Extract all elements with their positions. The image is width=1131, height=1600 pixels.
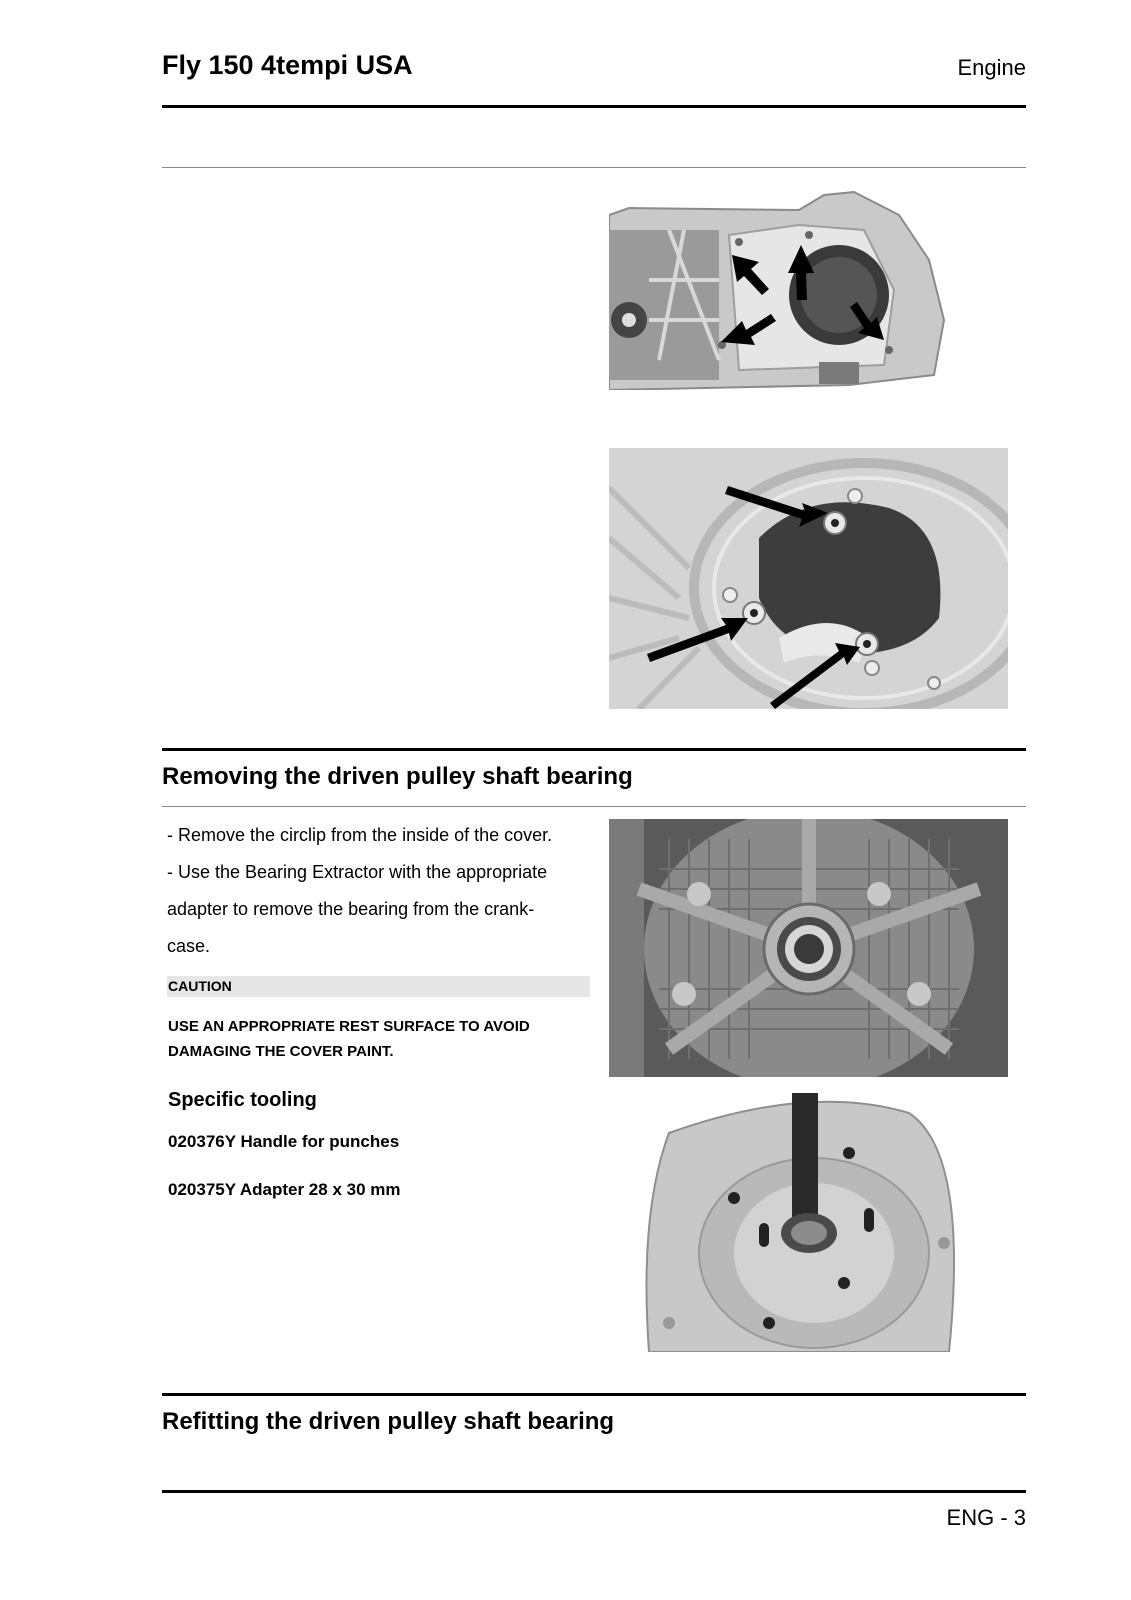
divider [162, 167, 1026, 168]
caution-text [168, 1014, 598, 1064]
photo-cover-interior [609, 448, 1008, 709]
instruction-step: - Remove the circlip from the inside of the cover. [167, 825, 553, 845]
caution-line: USE AN APPROPRIATE REST SURFACE TO AVOID [168, 1018, 530, 1035]
header-rule [162, 105, 1026, 108]
instruction-step: adapter to remove the bearing from the crank- [167, 899, 535, 919]
section-name: Engine [957, 55, 1026, 80]
photo-cover-screws [609, 190, 949, 390]
section-heading-removing: Removing the driven pulley shaft bearing [162, 763, 633, 790]
section-rule-top [162, 1393, 1026, 1396]
section-heading-refitting: Refitting the driven pulley shaft bearing [162, 1408, 615, 1435]
photo-bearing-inside [609, 819, 1008, 1077]
instruction-step: - Use the Bearing Extractor with the appropriate [167, 862, 548, 882]
document-title: Fly 150 4tempi USA [162, 50, 413, 80]
caution-line: DAMAGING THE COVER PAINT. [168, 1043, 394, 1060]
photo-bearing-extractor [609, 1093, 1008, 1352]
tool-item: 020376Y Handle for punches [168, 1132, 400, 1151]
instruction-step: case. [167, 936, 211, 956]
tooling-heading: Specific tooling [168, 1089, 317, 1111]
section-rule-bottom [162, 806, 1026, 807]
footer-rule [162, 1490, 1026, 1493]
caution-label: CAUTION [168, 978, 232, 994]
section-rule-top [162, 748, 1026, 751]
page-number: ENG - 3 [946, 1505, 1026, 1530]
tool-item: 020375Y Adapter 28 x 30 mm [168, 1180, 401, 1199]
